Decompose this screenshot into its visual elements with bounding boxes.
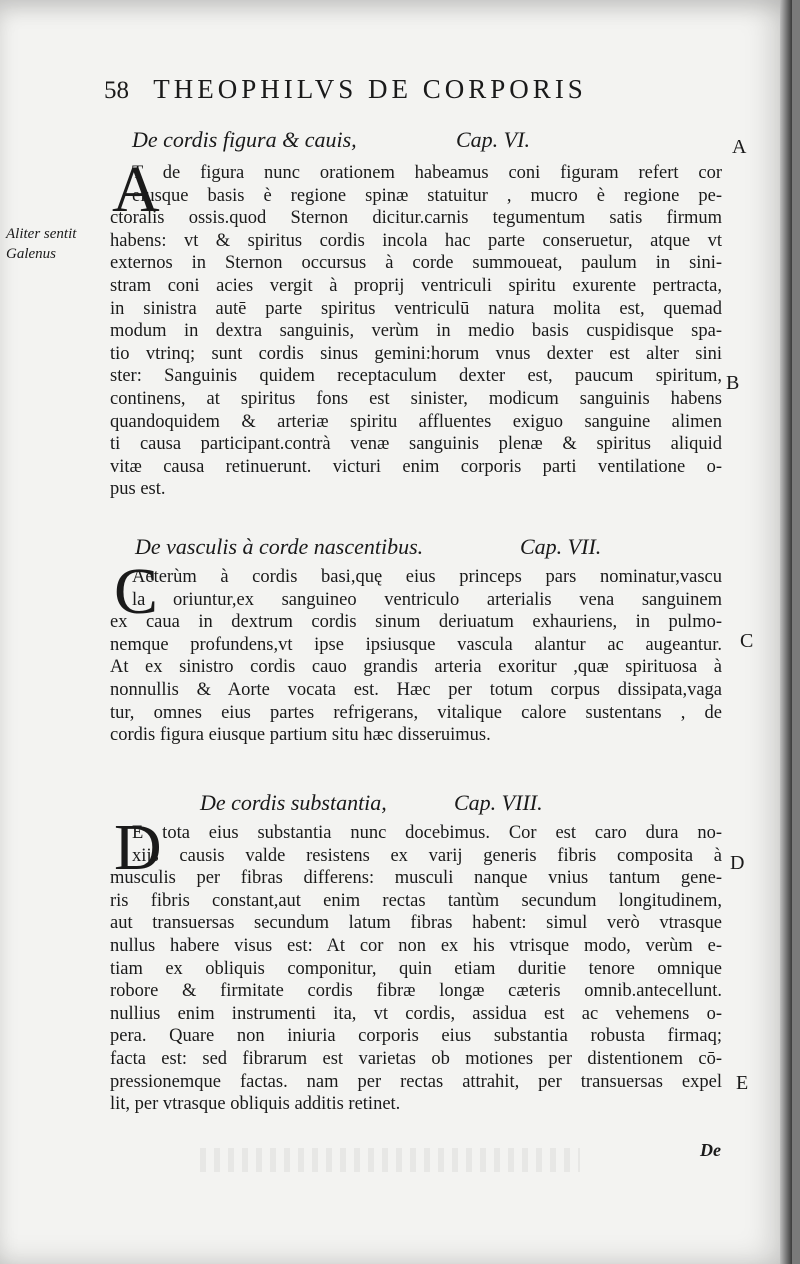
text-line: T de figura nunc orationem habeamus coni figuram refert cor bbox=[132, 163, 722, 183]
running-title: THEOPHILVS DE CORPORIS bbox=[153, 74, 587, 104]
page-edge-shadow bbox=[780, 0, 792, 1264]
text-line: nonnullis & Aorte vocata est. Hæc per totum corpus dissipata,vaga bbox=[110, 679, 722, 700]
text-line: vitæ causa retinuerunt. victuri enim corporis parti ventilatione o- bbox=[110, 456, 722, 477]
chapter-heading bbox=[200, 790, 700, 818]
text-line: ris fibris constant,aut enim rectas tantùm secundum longitudinem, bbox=[110, 890, 722, 911]
text-line: pus est. bbox=[110, 479, 166, 500]
chapter-heading bbox=[135, 534, 695, 562]
text-line: cordis figura eiusque partium situ hæc disseruimus. bbox=[110, 725, 491, 746]
text-line: la oriuntur,ex sanguineo ventriculo arterialis vena sanguinem bbox=[132, 589, 722, 610]
marginal-note: Aliter sentit Galenus bbox=[6, 226, 77, 262]
text-line: stram coni acies vergit à proprij ventriculi spiritu exurente pertracta, bbox=[110, 275, 722, 296]
show-through-ink bbox=[200, 1148, 580, 1172]
side-letter: A bbox=[732, 136, 747, 158]
text-line: ctoralis ossis.quod Sternon dicitur.carnis tegumentum satis firmum bbox=[110, 208, 722, 229]
text-line: habens: vt & spiritus cordis incola hac parte conseruetur, atque vt bbox=[110, 230, 722, 251]
text-line: lit, per vtrasque obliquis additis retinet. bbox=[110, 1094, 401, 1115]
text-line: eiusque basis è regione spinæ statuitur , mucro è regione pe- bbox=[132, 185, 722, 206]
text-line: tio vtrinq; sunt cordis sinus gemini:horum vnus dexter est alter sini bbox=[110, 343, 722, 364]
text-line: pera. Quare non iniuria corporis eius substantia robusta firmaq; bbox=[110, 1026, 722, 1047]
chapter-title: De vasculis à corde nascentibus. bbox=[135, 534, 424, 559]
chapter-number: Cap. VIII. bbox=[454, 790, 543, 815]
text-line: facta est: sed fibrarum est varietas ob motiones per distentionem cō- bbox=[110, 1048, 722, 1069]
side-letter: C bbox=[740, 630, 754, 652]
chapter-heading bbox=[132, 127, 692, 155]
chapter-title: De cordis substantia, bbox=[200, 790, 387, 815]
text-line: pressionemque factas. nam per rectas attrahit, per transuersas expel bbox=[110, 1071, 722, 1092]
text-line: quandoquidem & arteriæ spiritu affluentes exiguo sanguine alimen bbox=[110, 411, 722, 432]
text-line: robore & firmitate cordis fibræ longæ cæteris omnib.antecellunt. bbox=[110, 981, 722, 1002]
text-line: tiam ex obliquis componitur, quin etiam duritie tenore omnique bbox=[110, 958, 722, 979]
text-line: Aeterùm à cordis basi,quę eius princeps pars nominatur,vascu bbox=[132, 567, 722, 587]
side-letter: E bbox=[736, 1072, 749, 1094]
chapter-title: De cordis figura & cauis, bbox=[132, 127, 357, 152]
text-line: continens, at spiritus fons est sinister, modicum sanguinis habens bbox=[110, 388, 722, 409]
chapter-text bbox=[110, 153, 722, 501]
text-line: At ex sinistro cordis cauo grandis arteria exoritur ,quæ spirituosa à bbox=[110, 657, 722, 678]
text-line: ti causa participant.contrà venæ sanguinis plenæ & spiritus aliquid bbox=[110, 434, 722, 455]
chapter-number: Cap. VI. bbox=[456, 127, 530, 152]
page-number: 58 bbox=[104, 77, 129, 104]
text-line: modum in dextra sanguinis, verùm in medio basis cuspidisque spa- bbox=[110, 321, 722, 342]
text-line: ex caua in dextrum cordis sinum deriuatum exhauriens, in pulmo- bbox=[110, 612, 722, 633]
chapter-text bbox=[110, 822, 722, 1116]
chapter-number: Cap. VII. bbox=[520, 534, 602, 559]
running-head bbox=[104, 74, 704, 105]
text-line: nullius enim instrumenti ita, vt cordis, assidua est ac vehemens o- bbox=[110, 1003, 722, 1024]
text-line: tur, omnes eius partes refrigerans, vitalique calore sustentans , de bbox=[110, 702, 722, 723]
text-line: ster: Sanguinis quidem receptaculum dexter est, paucum spiritum, bbox=[110, 366, 722, 387]
text-line: xijs causis valde resistens ex varij generis fibris composita à bbox=[132, 845, 722, 866]
catchword: De bbox=[700, 1140, 721, 1160]
text-line: in sinistra autē parte spiritus ventriculū natura molita est, quemad bbox=[110, 298, 722, 319]
drop-cap: D bbox=[114, 811, 162, 884]
chapter-text bbox=[110, 566, 722, 747]
drop-cap: C bbox=[114, 555, 159, 628]
side-letter: D bbox=[730, 852, 745, 874]
drop-cap: A bbox=[112, 153, 160, 226]
text-line: nemque profundens,vt ipse ipsiusque vascula alantur ac augeantur. bbox=[110, 634, 722, 655]
text-line: E tota eius substantia nunc docebimus. Cor est caro dura no- bbox=[132, 823, 722, 843]
text-line: externos in Sternon occursus à corde summoueat, paulum in sini- bbox=[110, 253, 722, 274]
side-letter: B bbox=[726, 372, 740, 394]
text-line: nullus habere visus est: At cor non ex his vtrisque modo, verùm e- bbox=[110, 935, 722, 956]
text-line: aut transuersas secundum latum fibras habent: simul verò vtrasque bbox=[110, 913, 722, 934]
text-line: musculis per fibras differens: musculi nanque vnius tantum gene- bbox=[110, 868, 722, 889]
